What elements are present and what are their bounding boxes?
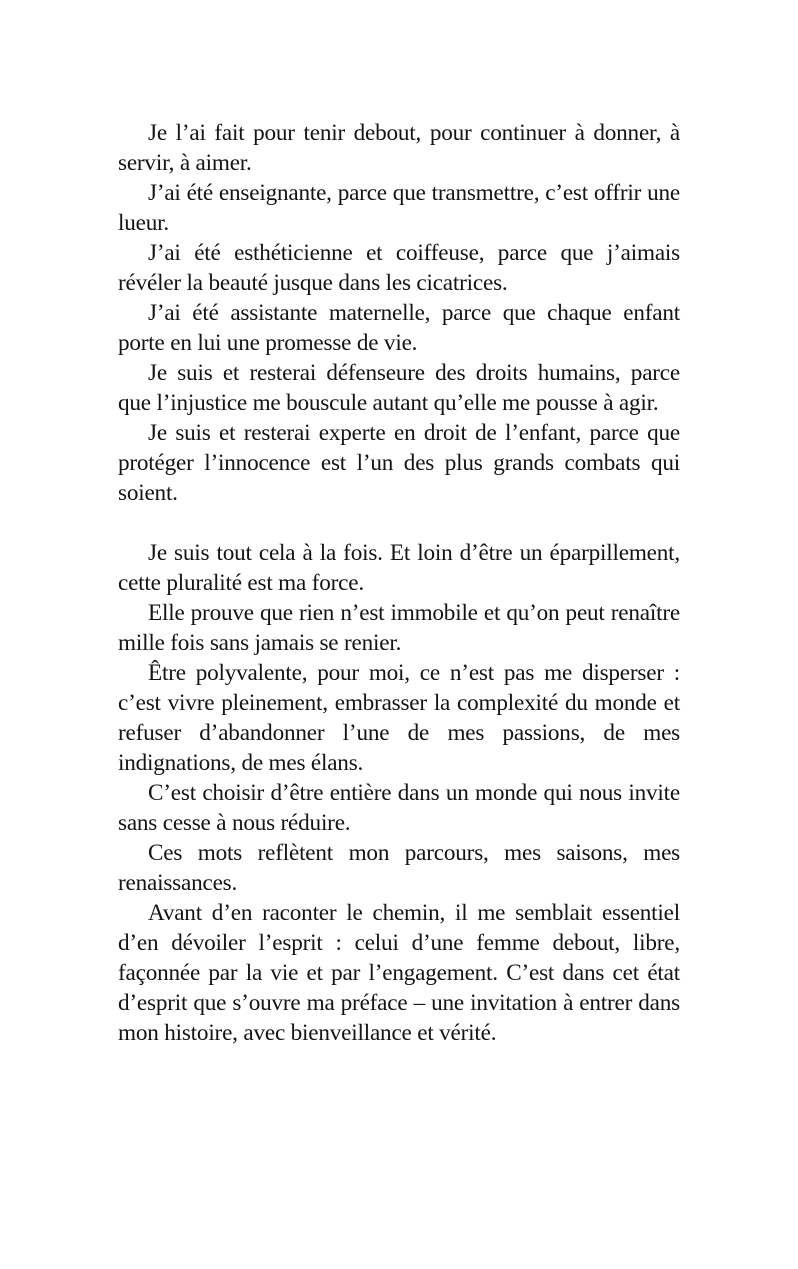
paragraph: C’est choisir d’être entière dans un monde qui nous invite sans cesse à nous réduire. — [118, 780, 680, 836]
paragraph: Je suis tout cela à la fois. Et loin d’être un éparpillement, cette pluralité est ma force. — [118, 540, 680, 596]
book-page — [118, 118, 680, 1048]
paragraph: Ces mots reflètent mon parcours, mes saisons, mes renaissances. — [118, 840, 680, 896]
paragraph: J’ai été assistante maternelle, parce que chaque enfant porte en lui une promesse de vie. — [118, 300, 680, 356]
paragraph: Je suis et resterai experte en droit de l’enfant, parce que protéger l’innocence est l’un des plus grands combats qui soient. — [118, 420, 680, 506]
paragraph: Être polyvalente, pour moi, ce n’est pas me disperser : c’est vivre pleinement, embrasser la complexité du monde et refuser d’abandonner l’une de mes passions, de mes indignations, de mes élans. — [118, 660, 680, 776]
paragraph: Avant d’en raconter le chemin, il me semblait essentiel d’en dévoiler l’esprit : celui d’une femme debout, libre, façonnée par la vie et par l’engagement. C’est dans cet état d’esprit que s’ouvre ma préface – une invitation à entrer dans mon histoire, avec bienveillance et vérité. — [118, 900, 680, 1046]
paragraph: Je suis et resterai défenseure des droits humains, parce que l’injustice me bouscule autant qu’elle me pousse à agir. — [118, 360, 680, 416]
text-section-2 — [118, 538, 680, 1048]
section-break — [118, 508, 680, 538]
paragraph: J’ai été esthéticienne et coiffeuse, parce que j’aimais révéler la beauté jusque dans les cicatrices. — [118, 240, 680, 296]
paragraph: Elle prouve que rien n’est immobile et qu’on peut renaître mille fois sans jamais se renier. — [118, 600, 680, 656]
paragraph: Je l’ai fait pour tenir debout, pour continuer à donner, à servir, à aimer. — [118, 120, 680, 176]
text-section-1 — [118, 118, 680, 508]
paragraph: J’ai été enseignante, parce que transmettre, c’est offrir une lueur. — [118, 180, 680, 236]
